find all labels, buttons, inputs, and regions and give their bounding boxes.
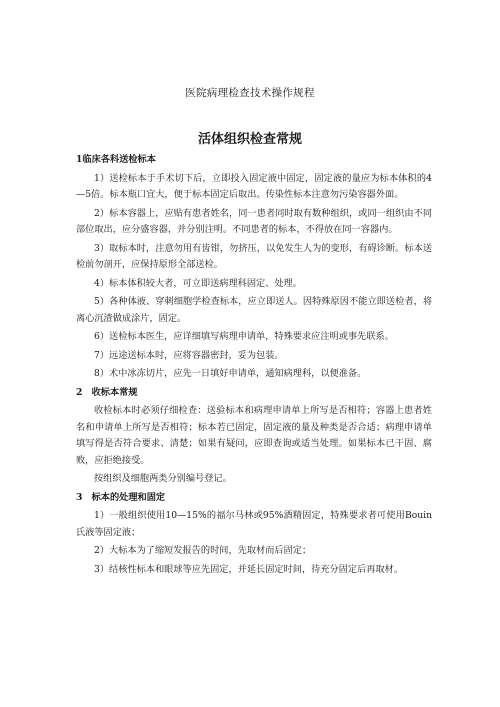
paragraph: 2）大标本为了缩短发报告的时间，先取材而后固定；: [94, 545, 312, 556]
paragraph: 4）标本体积较大者，可立即送病理科固定、处理。: [94, 277, 302, 289]
paragraph: 3）取标本时，注意勿用有齿钳，勿挤压，以免发生人为的变形，有碍诊断。标本送检前勿剖开，应保持原形全部送检。: [76, 242, 432, 270]
document-body: [76, 152, 432, 580]
paragraph: 收检标本时必须仔细检查：送验标本和病理申请单上所写是否相符；容器上患者姓名和申请单上所写是否相符；标本若已固定，固定液的量及种类是否合适；病理申请单填写得是否符合要求、清楚；如果有疑问，应即查询或适当处理。如果标本已干固、腐败，应拒绝接受。: [76, 405, 432, 466]
paragraph: 8）术中冰冻切片，应先一日填好申请单，通知病理科，以便准备。: [94, 368, 367, 379]
section-header: 2 收标本常规: [76, 386, 138, 398]
section-header: 1临床各科送检标本: [76, 154, 156, 165]
paragraph: 3）结核性标本和眼球等应先固定，并延长固定时间，待充分固定后再取材。: [94, 563, 404, 575]
paragraph: 7）远途送标本时，应将容器密封，妥为包装。: [94, 349, 284, 361]
paragraph: 2）标本容器上，应贴有患者姓名，同一患者同时取有数种组织，或同一组织由不同部位取出，应分盛容器，并分别注明。不同患者的标本，不得放在同一容器内。: [76, 207, 432, 235]
section-heading: 活体组织检查常规: [197, 132, 302, 147]
paragraph: 按组织及细胞两类分别编号登记。: [94, 473, 232, 484]
paragraph: 1）一般组织使用10—15%的福尔马林或95%酒精固定，特殊要求者可使用Bouin氏液等固定液；: [76, 510, 432, 538]
paragraph: 6）送检标本医生，应详细填写病理申请单，特殊要求应注明或事先联系。: [94, 331, 394, 342]
document-title: 医院病理检查技术操作规程: [185, 87, 315, 99]
paragraph: 1）送检标本于手术切下后，立即投入固定液中固定，固定液的量应为标本体积的4—5倍。标本瓶口宜大，便于标本固定后取出。传染性标本注意勿污染容器外面。: [76, 172, 432, 200]
section-header: 3 标本的处理和固定: [76, 491, 166, 503]
paragraph: 5）各种体液、穿刺细胞学检查标本，应立即送人。因特殊原因不能立即送检者，将离心沉渣做成涂片，固定。: [76, 296, 432, 324]
